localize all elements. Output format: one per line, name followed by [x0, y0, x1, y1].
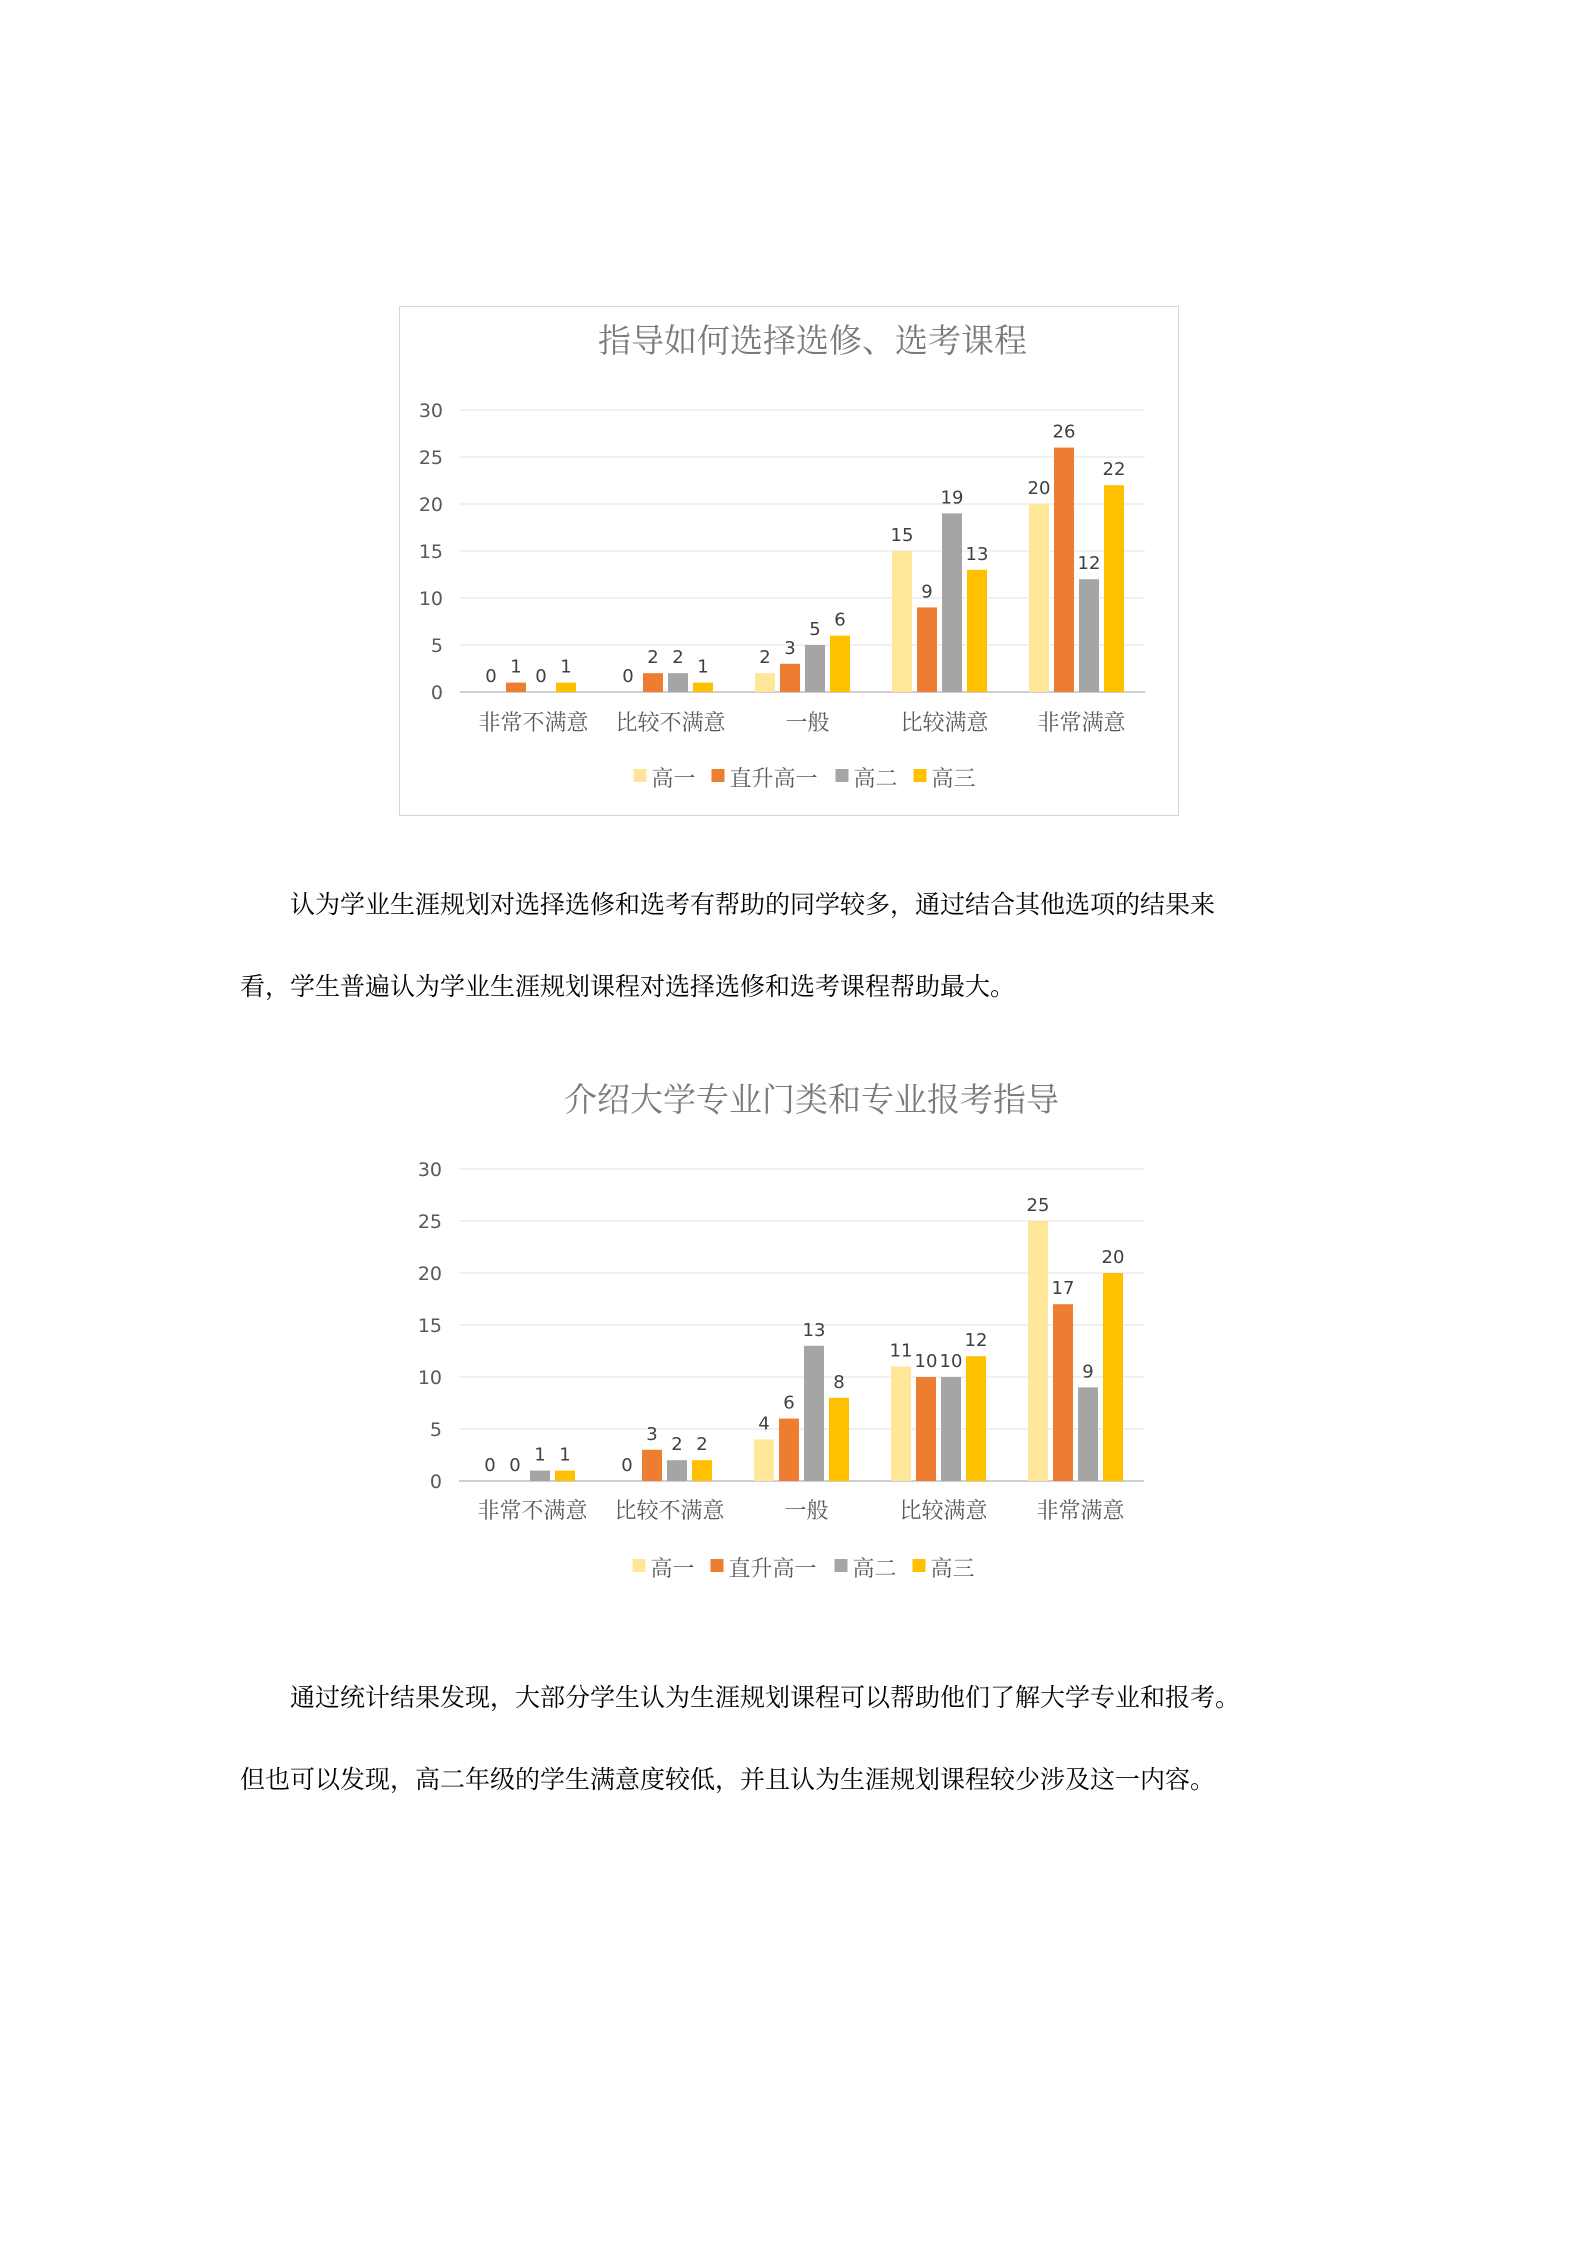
legend-swatch: [836, 769, 849, 782]
legend-label: 高一: [650, 1557, 695, 1582]
paragraph-1-line-2: 看，学生普遍认为学业生涯规划课程对选择选修和选考课程帮助最大。: [240, 972, 1016, 1001]
bar: [667, 1460, 687, 1481]
data-label: 11: [889, 1340, 913, 1362]
y-tick-label: 20: [417, 1263, 442, 1285]
data-label: 20: [1027, 478, 1051, 499]
data-label: 22: [1102, 459, 1126, 481]
data-label: 25: [1026, 1195, 1050, 1216]
data-label: 1: [510, 656, 522, 678]
bar: [941, 1377, 961, 1481]
y-tick-label: 0: [430, 682, 443, 704]
paragraph-1-line-1: 认为学业生涯规划对选择选修和选考有帮助的同学较多，通过结合其他选项的结果来: [240, 890, 1216, 919]
bar: [830, 636, 850, 692]
data-label: 3: [646, 1423, 658, 1445]
legend-label: 直升高一: [728, 1557, 817, 1582]
bar: [780, 664, 800, 692]
legend-label: 高三: [931, 767, 976, 792]
category-label: 比较满意: [900, 711, 989, 736]
data-label: 3: [784, 637, 796, 659]
legend-label: 高一: [651, 767, 696, 792]
category-label: 非常满意: [1036, 1499, 1125, 1524]
y-tick-label: 5: [429, 1419, 442, 1441]
legend-swatch: [634, 769, 647, 782]
data-label: 9: [1082, 1361, 1094, 1383]
category-label: 比较不满意: [615, 711, 726, 736]
y-tick-label: 30: [417, 1159, 442, 1181]
data-label: 1: [559, 1444, 571, 1466]
bar: [556, 683, 576, 692]
data-label: 0: [484, 1455, 496, 1476]
y-tick-label: 20: [418, 494, 443, 516]
y-tick-label: 30: [418, 400, 443, 422]
bar: [1104, 485, 1124, 692]
chart-title: 指导如何选择选修、选考课程: [598, 321, 1027, 360]
data-label: 1: [697, 656, 709, 678]
legend-label: 高二: [852, 1557, 897, 1582]
data-label: 4: [758, 1413, 770, 1435]
data-label: 12: [1077, 553, 1101, 575]
data-label: 0: [622, 666, 634, 687]
bar: [754, 1439, 774, 1481]
bar: [804, 1346, 824, 1481]
category-label: 非常不满意: [478, 711, 589, 736]
legend-swatch: [711, 1559, 724, 1572]
category-label: 非常满意: [1037, 711, 1126, 736]
chart-title: 介绍大学专业门类和专业报考指导: [564, 1080, 1059, 1119]
bar: [1029, 504, 1049, 692]
chart-major-introduction-guidance: [399, 1066, 1179, 1586]
bar: [1054, 448, 1074, 692]
data-label: 0: [535, 666, 547, 687]
y-tick-label: 25: [417, 1211, 442, 1233]
data-label: 2: [647, 647, 659, 669]
bar: [642, 1450, 662, 1481]
bar: [892, 551, 912, 692]
chart-1-svg: [399, 1066, 1179, 1586]
data-label: 0: [509, 1455, 521, 1476]
legend-label: 高三: [930, 1557, 975, 1582]
data-label: 0: [621, 1455, 633, 1476]
category-label: 一般: [784, 1499, 829, 1524]
y-tick-label: 25: [418, 447, 443, 469]
bar: [942, 513, 962, 692]
bar: [967, 570, 987, 692]
bar: [692, 1460, 712, 1481]
data-label: 17: [1051, 1278, 1075, 1300]
bar: [755, 673, 775, 692]
bar: [668, 673, 688, 692]
bar: [1103, 1273, 1123, 1481]
category-label: 一般: [785, 711, 830, 736]
bar: [917, 607, 937, 692]
y-tick-label: 10: [418, 588, 443, 610]
y-tick-label: 15: [417, 1315, 442, 1337]
legend-swatch: [913, 1559, 926, 1572]
legend-label: 直升高一: [729, 767, 818, 792]
bar: [1053, 1304, 1073, 1481]
data-label: 2: [759, 647, 771, 669]
data-label: 15: [890, 525, 914, 546]
bar: [1078, 1387, 1098, 1481]
data-label: 19: [940, 487, 964, 509]
bar: [555, 1471, 575, 1481]
bar: [643, 673, 663, 692]
data-label: 5: [809, 619, 821, 640]
chart-0-svg: [400, 307, 1180, 817]
bar: [1079, 579, 1099, 692]
legend-swatch: [712, 769, 725, 782]
bar: [966, 1356, 986, 1481]
data-label: 2: [696, 1434, 708, 1456]
bar: [530, 1471, 550, 1481]
y-tick-label: 10: [417, 1367, 442, 1389]
category-label: 比较满意: [899, 1499, 988, 1524]
y-tick-label: 5: [430, 635, 443, 657]
data-label: 9: [921, 581, 933, 603]
category-label: 非常不满意: [477, 1499, 588, 1524]
category-label: 比较不满意: [614, 1499, 725, 1524]
y-tick-label: 15: [418, 541, 443, 563]
bar: [779, 1419, 799, 1481]
paragraph-2-line-1: 通过统计结果发现，大部分学生认为生涯规划课程可以帮助他们了解大学专业和报考。: [240, 1683, 1241, 1712]
data-label: 20: [1101, 1247, 1125, 1268]
paragraph-1: [240, 864, 1350, 1028]
data-label: 12: [964, 1330, 988, 1352]
data-label: 10: [914, 1351, 938, 1372]
bar: [829, 1398, 849, 1481]
data-label: 13: [965, 543, 989, 565]
data-label: 13: [802, 1319, 826, 1341]
bar: [693, 683, 713, 692]
bar: [916, 1377, 936, 1481]
legend-label: 高二: [853, 767, 898, 792]
legend-swatch: [835, 1559, 848, 1572]
bar: [506, 683, 526, 692]
paragraph-2: [240, 1657, 1350, 1821]
data-label: 1: [534, 1444, 546, 1466]
data-label: 0: [485, 666, 497, 687]
bar: [805, 645, 825, 692]
paragraph-2-line-2: 但也可以发现，高二年级的学生满意度较低，并且认为生涯规划课程较少涉及这一内容。: [240, 1765, 1216, 1794]
bar: [891, 1367, 911, 1481]
data-label: 2: [671, 1434, 683, 1456]
data-label: 10: [939, 1351, 963, 1372]
legend-swatch: [914, 769, 927, 782]
y-tick-label: 0: [429, 1471, 442, 1493]
legend-swatch: [633, 1559, 646, 1572]
data-label: 6: [834, 609, 846, 631]
bar: [1028, 1221, 1048, 1481]
chart-course-selection-guidance: [399, 306, 1179, 816]
data-label: 2: [672, 647, 684, 669]
data-label: 1: [560, 656, 572, 678]
data-label: 6: [783, 1392, 795, 1414]
data-label: 26: [1052, 421, 1076, 443]
data-label: 8: [833, 1371, 845, 1393]
